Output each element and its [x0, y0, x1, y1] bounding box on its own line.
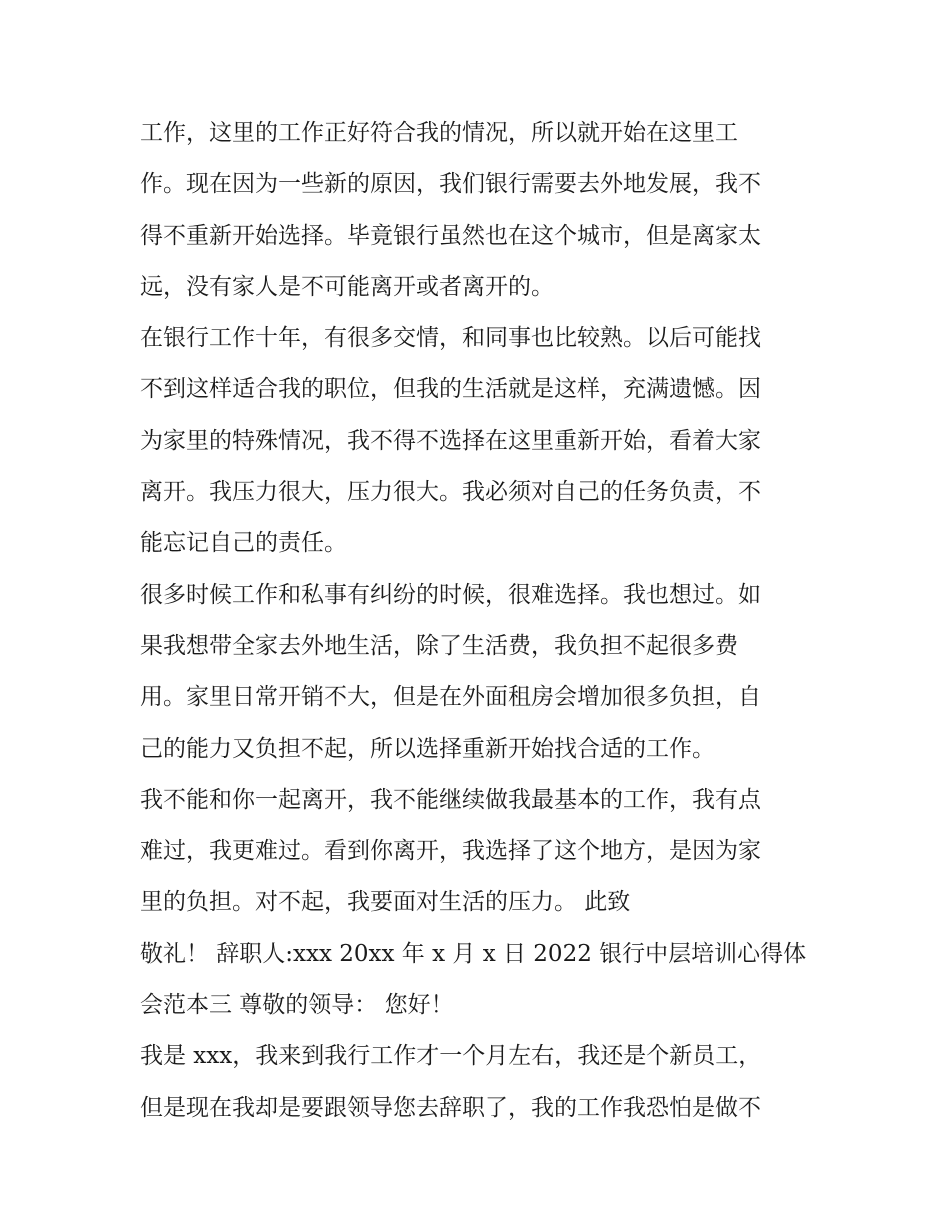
text-line: 我是 xxx，我来到我行工作才一个月左右，我还是个新员工， [140, 1043, 762, 1070]
text-line: 很多时候工作和私事有纠纷的时候，很难选择。我也想过。如 [140, 581, 761, 608]
document-body [140, 108, 820, 1134]
text-line: 不到这样适合我的职位，但我的生活就是这样，充满遗憾。因 [140, 376, 761, 403]
text-line: 能忘记自己的责任。 [140, 530, 347, 557]
text-line: 己的能力又负担不起，所以选择重新开始找合适的工作。 [140, 735, 715, 762]
text-line: 难过，我更难过。看到你离开，我选择了这个地方，是因为家 [140, 838, 761, 865]
text-line: 工作，这里的工作正好符合我的情况，所以就开始在这里工 [140, 120, 738, 146]
text-line: 果我想带全家去外地生活，除了生活费，我负担不起很多费 [140, 632, 738, 659]
text-line: 敬礼！ 辞职人:xxx 20xx 年 x 月 x 日 2022 银行中层培训心得体 [140, 940, 807, 967]
text-line: 离开。我压力很大，压力很大。我必须对自己的任务负责，不 [140, 479, 761, 506]
text-line: 但是现在我却是要跟领导您去辞职了，我的工作我恐怕是做不 [140, 1094, 761, 1121]
text-line: 作。现在因为一些新的原因，我们银行需要去外地发展，我不 [140, 171, 761, 198]
text-line: 在银行工作十年，有很多交情，和同事也比较熟。以后可能找 [140, 325, 761, 352]
text-line: 得不重新开始选择。毕竟银行虽然也在这个城市，但是离家太 [140, 222, 761, 249]
text-line: 我不能和你一起离开，我不能继续做我最基本的工作，我有点 [140, 786, 761, 813]
text-line: 里的负担。对不起，我要面对生活的压力。 此致 [140, 889, 631, 916]
text-line: 用。家里日常开销不大，但是在外面租房会增加很多负担，自 [140, 684, 761, 711]
text-line: 为家里的特殊情况，我不得不选择在这里重新开始，看着大家 [140, 427, 761, 454]
text-line: 远，没有家人是不可能离开或者离开的。 [140, 273, 554, 300]
text-line: 会范本三 尊敬的领导： 您好！ [140, 992, 454, 1019]
